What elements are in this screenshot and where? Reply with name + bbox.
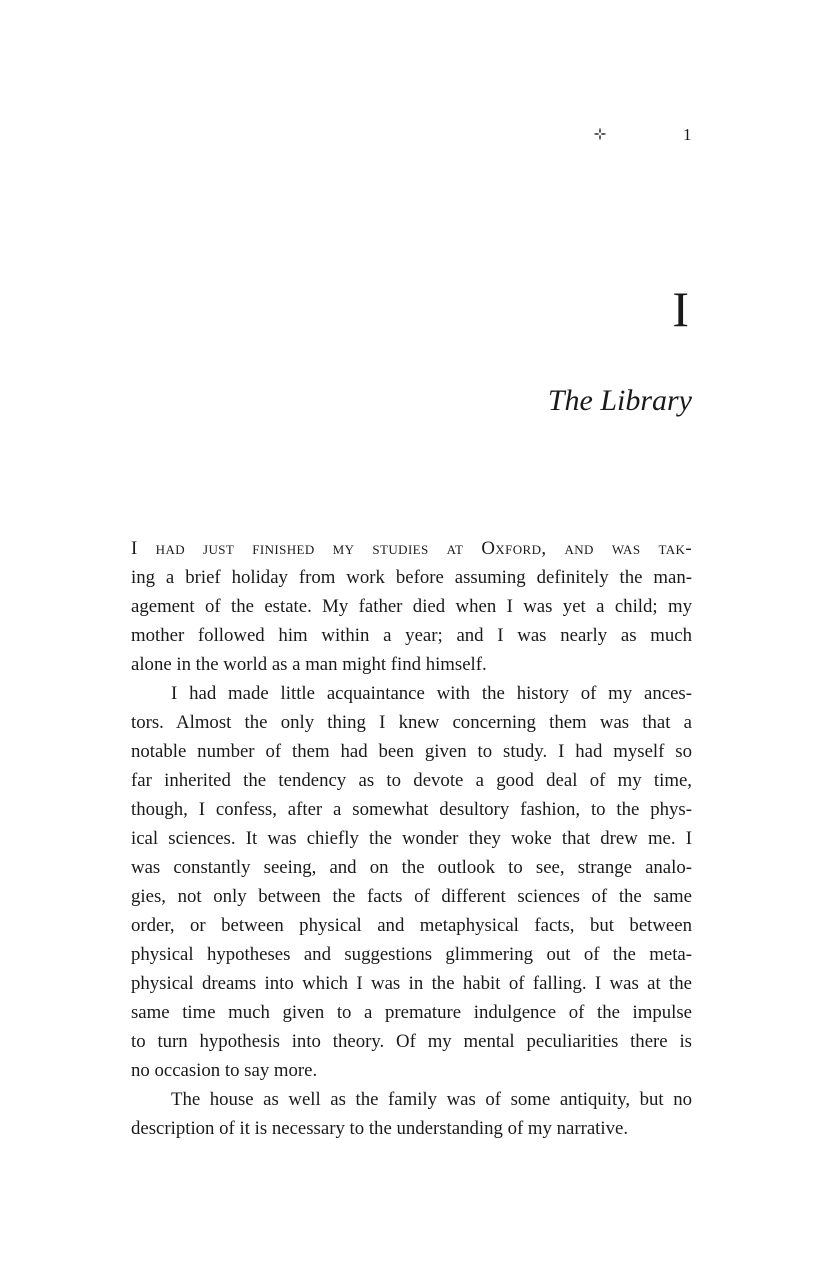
- text-line: ical sciences. It was chiefly the wonder they woke that drew me. I: [131, 828, 692, 849]
- paragraph: [131, 1085, 692, 1143]
- running-header: [131, 125, 692, 145]
- text-line: alone in the world as a man might find himself.: [131, 654, 487, 675]
- paragraph: [131, 679, 692, 1085]
- text-line: same time much given to a premature indulgence of the impulse: [131, 1002, 692, 1023]
- text-line: tors. Almost the only thing I knew concerning them was that a: [131, 712, 692, 733]
- text-line: agement of the estate. My father died when I was yet a child; my: [131, 596, 692, 617]
- paragraph: [131, 534, 692, 679]
- text-line: description of it is necessary to the understanding of my narrative.: [131, 1118, 629, 1139]
- chapter-number: I: [672, 281, 689, 337]
- text-line: ing a brief holiday from work before assuming definitely the man-: [131, 567, 692, 588]
- text-line: physical hypotheses and suggestions glimmering out of the meta-: [131, 944, 692, 965]
- text-line: no occasion to say more.: [131, 1060, 318, 1081]
- text-line: notable number of them had been given to study. I had myself so: [131, 741, 692, 762]
- text-line: was constantly seeing, and on the outlook to see, strange analo-: [131, 857, 692, 878]
- text-line: gies, not only between the facts of different sciences of the same: [131, 886, 692, 907]
- text-line: The house as well as the family was of some antiquity, but no: [171, 1089, 692, 1110]
- text-line: far inherited the tendency as to devote a good deal of my time,: [131, 770, 692, 791]
- chapter-title: The Library: [547, 384, 692, 417]
- text-line: to turn hypothesis into theory. Of my mental peculiarities there is: [131, 1031, 692, 1052]
- text-line: I had just finished my studies at Oxford, and was tak-: [131, 538, 692, 559]
- text-line: though, I confess, after a somewhat desultory fashion, to the phys-: [131, 799, 692, 820]
- page-number: 1: [683, 125, 692, 144]
- text-line: order, or between physical and metaphysical facts, but between: [131, 915, 692, 936]
- body-text: [131, 534, 692, 1143]
- fleuron-icon: [592, 126, 608, 142]
- text-line: mother followed him within a year; and I was nearly as much: [131, 625, 692, 646]
- text-line: physical dreams into which I was in the habit of falling. I was at the: [131, 973, 692, 994]
- text-line: I had made little acquaintance with the history of my ances-: [171, 683, 692, 704]
